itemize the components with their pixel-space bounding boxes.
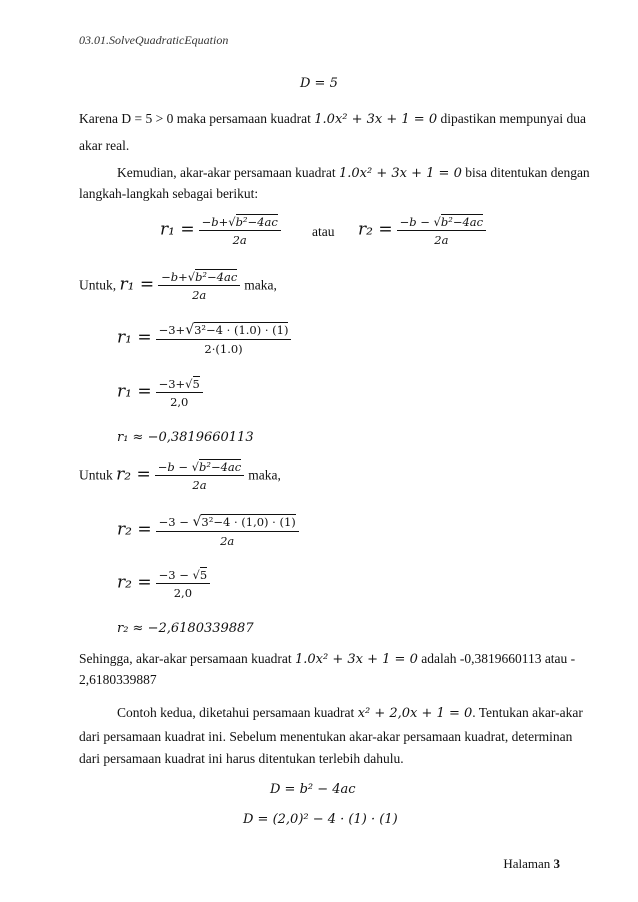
text: bisa ditentukan dengan	[461, 165, 590, 180]
equation-2: x² + 2,0x + 1 = 0	[357, 706, 473, 721]
d-substitution: D = (2,0)² − 4 · (1) · (1)	[243, 812, 398, 827]
d-formula: D = b² − 4ac	[270, 782, 356, 797]
text: dipastikan mempunyai dua	[437, 111, 586, 126]
contoh-line-3: dari persamaan kuadrat ini harus ditentukan terlebih dahulu.	[79, 751, 404, 766]
radicand: b²−4ac	[235, 215, 278, 229]
fraction: $\frac{\text{−3+√3²−4 · (1.0) · (1)}}{2\cdot(1.0)}$	[156, 322, 292, 356]
contoh-line-2: dari persamaan kuadrat ini. Sebelum menentukan akar-akar persamaan kuadrat, determinan	[79, 729, 573, 744]
untuk-label: Untuk,	[79, 277, 120, 293]
fraction	[397, 215, 487, 247]
radicand: 3²−4 · (1.0) · (1)	[194, 323, 289, 337]
numerator-prefix: −3 −	[158, 515, 193, 529]
contoh-line-1	[117, 704, 583, 723]
equation-1: 1.0x² + 3x + 1 = 0	[314, 112, 438, 127]
step-r2-simplified	[117, 568, 210, 600]
text: adalah -0,3819660113 atau -	[417, 651, 576, 666]
fraction	[155, 460, 245, 492]
paragraph-1-line-1	[79, 110, 586, 129]
atau-label: atau	[312, 224, 335, 239]
denominator: 2·(1.0)	[204, 342, 243, 356]
fraction	[199, 215, 281, 247]
numerator-prefix: −3 − √	[158, 568, 200, 582]
numerator-prefix: −3+	[158, 323, 186, 337]
fraction	[158, 270, 240, 302]
formula-r2	[358, 215, 486, 247]
denominator: 2,0	[173, 586, 193, 600]
equation-1-repeat: 1.0x² + 3x + 1 = 0	[295, 652, 418, 667]
numerator-prefix: −b+√	[161, 270, 196, 284]
document-header: 03.01.SolveQuadraticEquation	[79, 33, 229, 47]
radicand: b²−4ac	[195, 270, 238, 284]
denominator: 2a	[192, 478, 207, 492]
text: Karena D = 5 > 0 maka persamaan kuadrat	[79, 111, 315, 126]
radicand: b²−4ac	[199, 460, 242, 474]
footer-label: Halaman	[503, 856, 554, 871]
untuk-label: Untuk	[79, 467, 117, 483]
page-footer	[503, 856, 560, 872]
step-r1-simplified	[117, 377, 203, 409]
fraction	[156, 568, 211, 600]
sehingga-line-2: 2,6180339887	[79, 672, 157, 687]
r1-approximation: r₁ ≈ −0,3819660113	[117, 430, 254, 445]
r2-approximation: r₂ ≈ −2,6180339887	[117, 621, 254, 636]
untuk-r1-line	[79, 270, 277, 302]
text: Contoh kedua, diketahui persamaan kuadrat	[117, 705, 358, 720]
radicand: 3²−4 · (1,0) · (1)	[201, 515, 296, 529]
formula-lhs: r₁ =	[160, 219, 195, 240]
text: Kemudian, akar-akar persamaan kuadrat	[117, 165, 339, 180]
denominator: 2a	[434, 233, 449, 247]
radicand: 5	[199, 568, 208, 582]
numerator-prefix: −3+√	[158, 377, 193, 391]
formula-r1	[160, 215, 281, 247]
maka-label: maka,	[248, 467, 281, 483]
formula-lhs: r₂ =	[358, 219, 393, 240]
formula-lhs: r₂ =	[117, 572, 152, 593]
radicand: 5	[192, 377, 200, 391]
step-r1-substitution	[117, 322, 291, 356]
text: Sehingga, akar-akar persamaan kuadrat	[79, 651, 295, 666]
formula-lhs: r₁ =	[117, 327, 152, 348]
d-value-line: D = 5	[300, 76, 338, 91]
formula-lhs: r₁ =	[117, 381, 152, 402]
denominator: 2a	[220, 534, 235, 548]
paragraph-1-line-2: akar real.	[79, 138, 130, 153]
numerator-prefix: −b − √	[399, 215, 441, 229]
denominator: 2a	[192, 288, 207, 302]
sehingga-line-1	[79, 650, 575, 669]
formula-lhs: r₁ =	[119, 274, 155, 295]
formula-lhs: r₂ =	[117, 519, 152, 540]
paragraph-2-line-2: langkah-langkah sebagai berikut:	[79, 186, 259, 201]
numerator-prefix: −b − √	[157, 460, 199, 474]
page-number: 3	[553, 856, 560, 871]
untuk-r2-line	[79, 460, 281, 492]
denominator: 2a	[232, 233, 247, 247]
maka-label: maka,	[244, 277, 277, 293]
paragraph-2-line-1	[117, 164, 590, 183]
formula-lhs: r₂ =	[116, 464, 151, 485]
radicand: b²−4ac	[440, 215, 484, 229]
fraction: $\frac{\text{−3 − √3²−4 · (1,0) · (1)}}{2a}$	[156, 514, 299, 548]
fraction	[156, 377, 203, 409]
text: . Tentukan akar-akar	[472, 705, 583, 720]
equation-1-repeat: 1.0x² + 3x + 1 = 0	[339, 166, 462, 181]
numerator-prefix: −b+√	[201, 215, 236, 229]
denominator: 2,0	[170, 395, 189, 409]
step-r2-substitution	[117, 514, 299, 548]
